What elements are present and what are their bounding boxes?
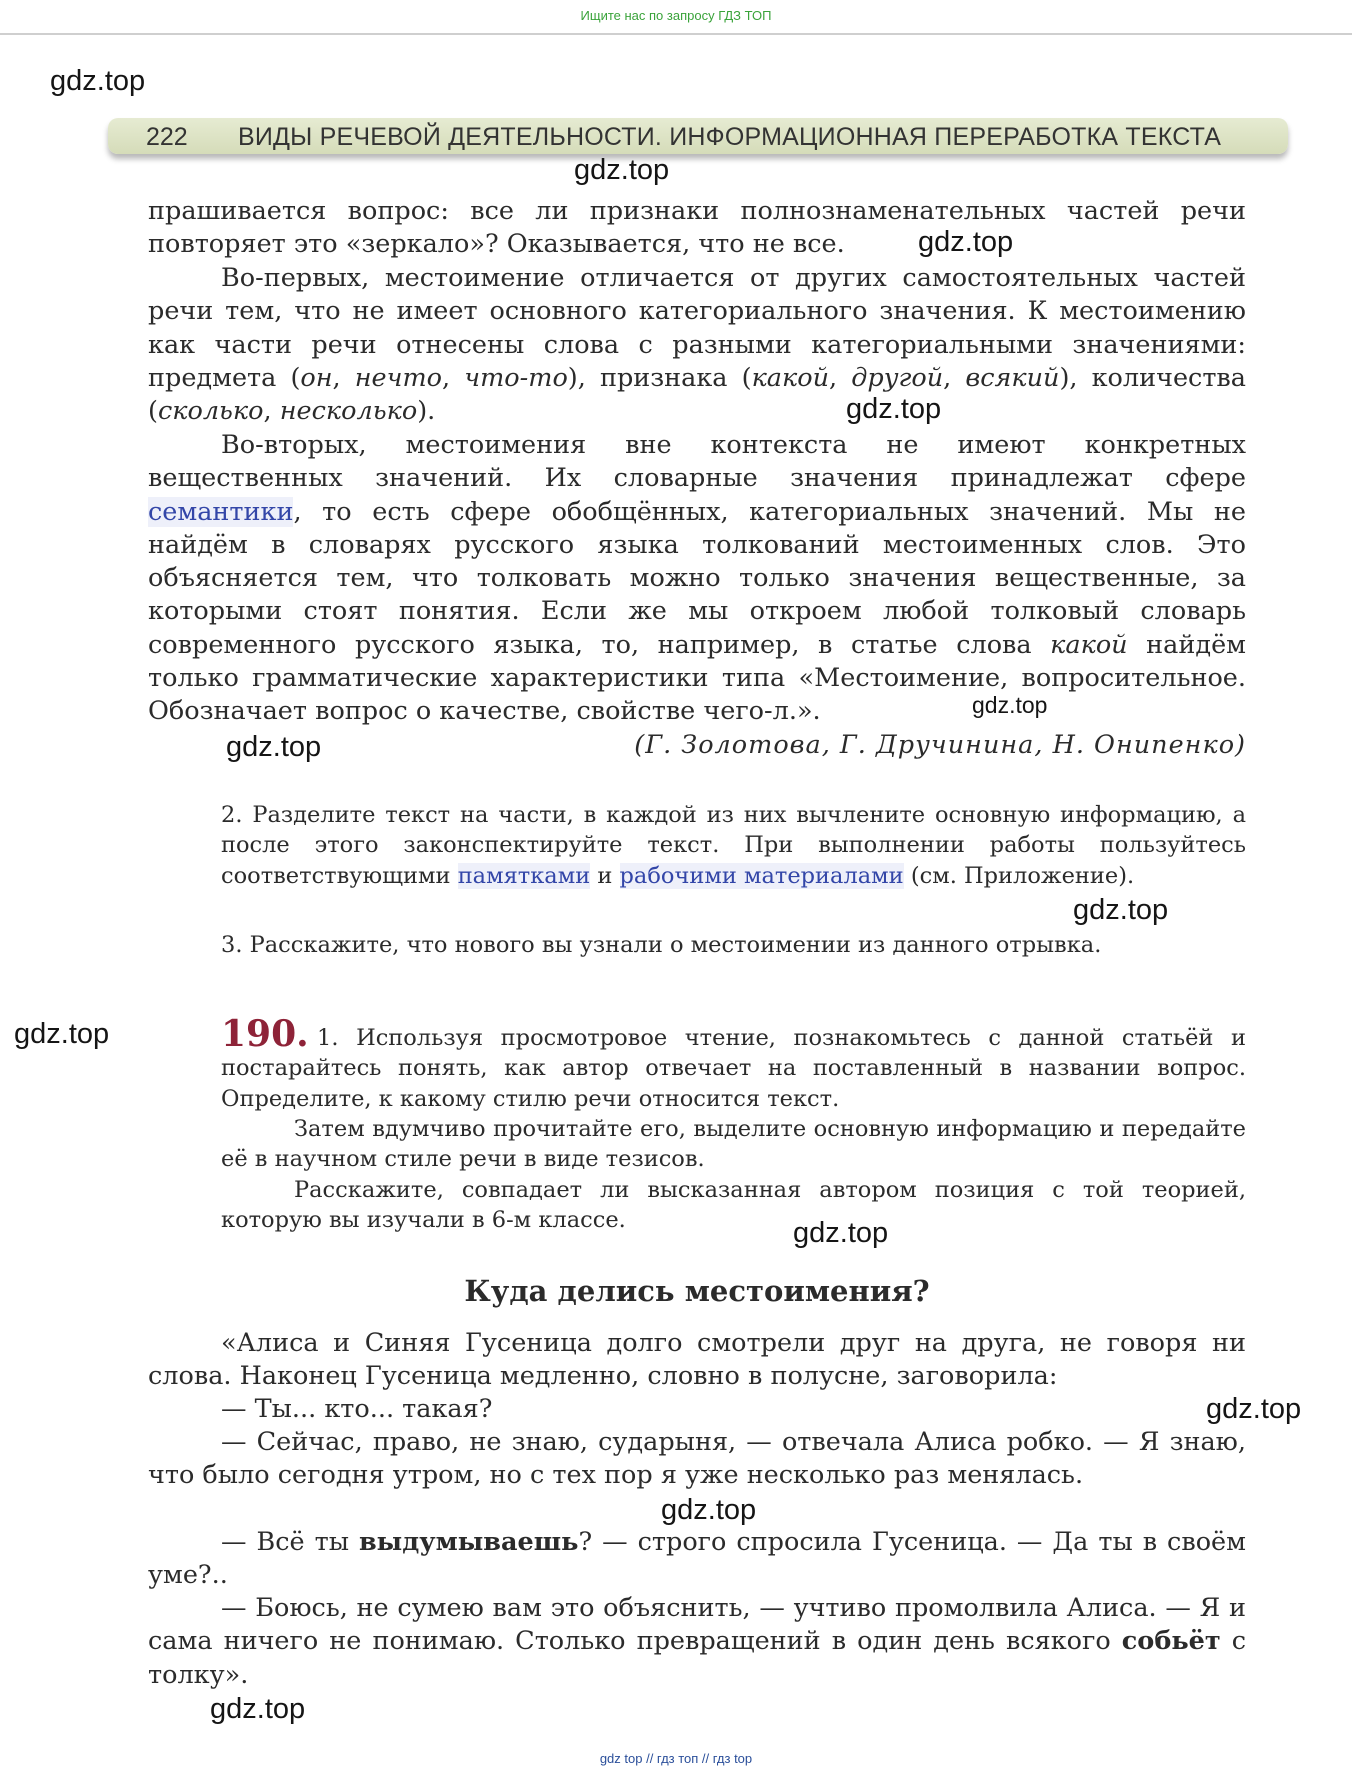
page-number: 222	[146, 123, 188, 151]
exercise-task-1: 1. Используя просмотровое чтение, познакомьтесь с данной статьёй и постарайтесь понять, как автор отвечает на поставленный в названии вопрос. Определите, к какому стилю речи относится текст.	[221, 1025, 1246, 1112]
footer-links[interactable]: gdz top // гдз топ // гдз top	[599, 1751, 753, 1766]
watermark: gdz.top	[1206, 1393, 1302, 1425]
exercise-task-paragraph: Затем вдумчиво прочитайте его, выделите основную информацию и передайте её в научном стиле речи в виде тезисов.	[221, 1116, 1246, 1173]
exercise-task-paragraph: Расскажите, совпадает ли высказанная автором позиция с той теорией, которую вы изучали в 6-м классе.	[221, 1177, 1246, 1234]
story-title: Куда делись местоимения?	[464, 1274, 930, 1308]
story-paragraph: — Сейчас, право, не знаю, сударыня, — отвечала Алиса робко. — Я знаю, что было сегодня утром, но с тех пор я уже несколько раз менялась.	[148, 1427, 1246, 1491]
story-paragraph: — Всё ты выдумываешь? — строго спросила Гусеница. — Да ты в своём уме?..	[148, 1527, 1246, 1591]
watermark: gdz.top	[574, 154, 670, 186]
workbook-materials-link[interactable]: рабочими материалами	[619, 862, 904, 889]
watermark: gdz.top	[972, 692, 1048, 718]
watermark: gdz.top	[210, 1693, 306, 1725]
watermark: gdz.top	[793, 1217, 889, 1249]
chapter-title: ВИДЫ РЕЧЕВОЙ ДЕЯТЕЛЬНОСТИ. ИНФОРМАЦИОННАЯ ПЕРЕРАБОТКА ТЕКСТА	[238, 123, 1222, 151]
top-notice[interactable]: Ищите нас по запросу ГДЗ ТОП	[580, 8, 772, 23]
paragraph: прашивается вопрос: все ли признаки полнознаменательных частей речи повторяет это «зеркало»? Оказывается, что не все.	[148, 196, 1246, 260]
watermark: gdz.top	[1073, 894, 1169, 926]
watermark: gdz.top	[226, 731, 322, 763]
paragraph: Во-первых, местоимение отличается от других самостоятельных частей речи тем, что не имеет основного категориального значения. К местоимению как части речи отнесены слова с разными категориальными значениями: предмета (он, нечто, что-то), признака (какой, другой, всякий), количества (сколько, несколько).	[148, 263, 1246, 427]
watermark: gdz.top	[661, 1494, 757, 1526]
story-paragraph: «Алиса и Синяя Гусеница долго смотрели друг на друга, не говоря ни слова. Наконец Гусеница медленно, словно в полусне, заговорила:	[148, 1328, 1246, 1392]
top-notice-bar	[0, 0, 1352, 35]
watermark: gdz.top	[846, 393, 942, 425]
citation-authors: (Г. Золотова, Г. Дручинина, Н. Онипенко)	[634, 730, 1246, 760]
story-paragraph: — Боюсь, не сумею вам это объяснить, — учтиво промолвила Алиса. — Я и сама ничего не понимаю. Столько превращений в один день всякого собьёт с толку».	[148, 1593, 1246, 1690]
story-paragraph: — Ты... кто... такая?	[221, 1394, 493, 1424]
paragraph: Во-вторых, местоимения вне контекста не имеют конкретных вещественных значений. Их словарные значения принадлежат сфере семантики, то есть сфере обобщённых, категориальных значений. Мы не найдём в словарях русского языка толкований местоименных слов. Это объясняется тем, что толковать можно только значения вещественные, за которыми стоят понятия. Если же мы откроем любой толковый словарь современного русского языка, то, например, в статье слова какой найдём только грамматические характеристики типа «Местоимение, вопросительное. Обозначает вопрос о качестве, свойстве чего-л.».	[148, 430, 1246, 727]
exercise-number: 190.	[221, 1013, 309, 1055]
task-3: 3. Расскажите, что нового вы узнали о местоимении из данного отрывка.	[221, 932, 1102, 958]
page-header	[108, 118, 1288, 154]
watermark: gdz.top	[50, 65, 146, 97]
watermark: gdz.top	[14, 1018, 110, 1050]
semantics-link[interactable]: семантики	[148, 496, 294, 527]
watermark: gdz.top	[918, 226, 1014, 258]
memo-link[interactable]: памятками	[457, 862, 591, 889]
task-2: 2. Разделите текст на части, в каждой из них вычлените основную информацию, а после этого законспектируйте текст. При выполнении работы пользуйтесь соответствующими памятками и рабочими материалами (см. Приложение).	[221, 802, 1246, 889]
